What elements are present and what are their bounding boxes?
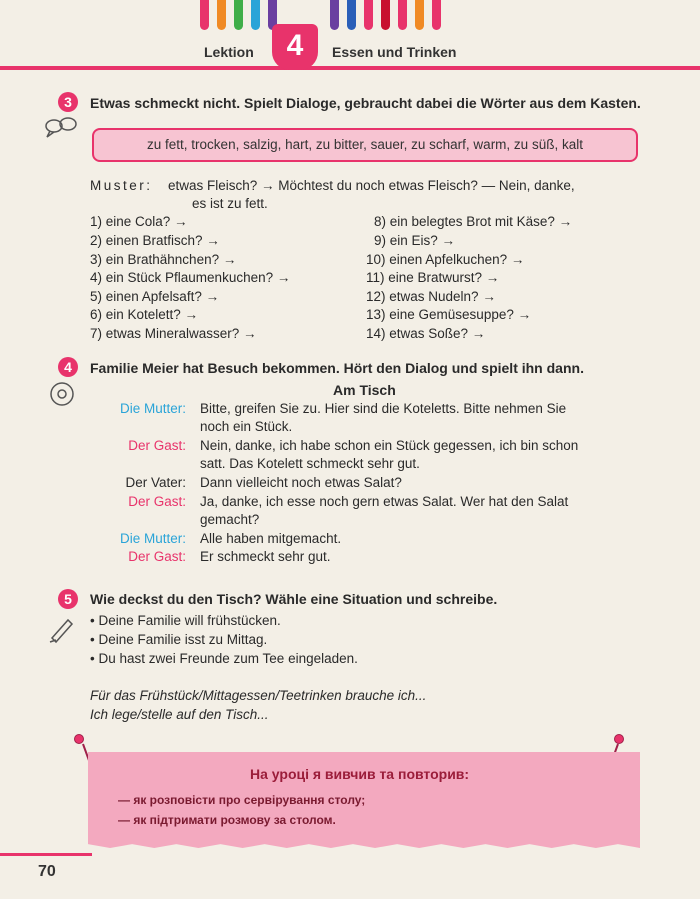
list-item: 14) etwas Soße? → [366,326,486,341]
dialog-line: Ja, danke, ich esse noch gern etwas Salat. Wer hat den Salat [200,494,569,509]
exercise-5-title: Wie deckst du den Tisch? Wähle eine Situation und schreibe. [90,591,498,607]
list-item: 11) eine Bratwurst? → [366,270,500,285]
dialog-line: gemacht? [200,512,260,527]
dialog-line: Bitte, greifen Sie zu. Hier sind die Koteletts. Bitte nehmen Sie [200,401,567,416]
list-item: 1) eine Cola? → [90,214,188,229]
list-item: 6) ein Kotelett? → [90,307,199,322]
page-number: 70 [38,863,56,880]
summary-item: — як підтримати розмову за столом. [118,813,336,827]
list-item: 3) ein Brathähnchen? → [90,252,237,267]
lektion-label: Lektion [204,44,254,60]
speaker-label: Die Mutter: [119,401,186,416]
speaker-label: Die Mutter: [119,531,186,546]
header-stripes-left [200,0,277,30]
list-item: 8) ein belegtes Brot mit Käse? → [374,214,573,229]
summary-item: — як розповісти про сервірування столу; [118,793,366,807]
dialog-line: Er schmeckt sehr gut. [200,549,331,564]
exercise-4-title: Familie Meier hat Besuch bekommen. Hört den Dialog und spielt ihn dann. [90,360,584,376]
dialog-line: Dann vielleicht noch etwas Salat? [200,475,402,490]
header-stripes-right [330,0,441,30]
dialog-line: Alle haben mitgemacht. [200,531,342,546]
footer-rule [0,853,92,856]
header-rule [0,66,700,70]
speaker-label: Der Gast: [128,494,186,509]
pin-right-icon [614,734,624,744]
dialog-line: noch ein Stück. [200,419,293,434]
summary-title: На уроці я вивчив та повторив: [250,766,470,782]
speaker-label: Der Gast: [128,549,186,564]
pin-left-icon [74,734,84,744]
word-box: zu fett, trocken, salzig, hart, zu bitter, sauer, zu scharf, warm, zu süß, kalt [92,128,638,162]
list-item: 10) einen Apfelkuchen? → [366,252,525,267]
list-item: • Du hast zwei Freunde zum Tee eingeladen. [90,651,358,666]
speaking-icon [44,114,78,145]
speaker-label: Der Gast: [128,438,186,453]
exercise-5-number: 5 [58,589,78,609]
dialog-line: satt. Das Kotelett schmeckt sehr gut. [200,456,420,471]
lektion-number: 4 [272,24,318,70]
topic-title: Essen und Trinken [332,44,457,60]
writing-icon [46,612,78,649]
list-item: 7) etwas Mineralwasser? → [90,326,257,341]
exercise-4-number: 4 [58,357,78,377]
exercise-3-title: Etwas schmeckt nicht. Spielt Dialoge, gebraucht dabei die Wörter aus dem Kasten. [90,95,641,111]
italic-prompt-2: Ich lege/stelle auf den Tisch... [90,707,269,722]
list-item: 9) ein Eis? → [374,233,456,248]
list-item: 4) ein Stück Pflaumenkuchen? → [90,270,291,285]
list-item: • Deine Familie isst zu Mittag. [90,632,268,647]
list-item: • Deine Familie will frühstücken. [90,613,281,628]
italic-prompt-1: Für das Frühstück/Mittagessen/Teetrinken brauche ich... [90,688,427,703]
list-item: 13) eine Gemüsesuppe? → [366,307,532,322]
list-item: 5) einen Apfelsaft? → [90,289,220,304]
list-item: 12) etwas Nudeln? → [366,289,496,304]
list-item: 2) einen Bratfisch? → [90,233,220,248]
speaker-label: Der Vater: [125,475,186,490]
muster-line-1: etwas Fleisch? → Möchtest du noch etwas Fleisch? — Nein, danke, [168,178,575,193]
dialog-line: Nein, danke, ich habe schon ein Stück gegessen, ich bin schon [200,438,579,453]
dialog-title: Am Tisch [333,382,396,398]
muster-label: Muster: [90,178,153,193]
exercise-3-number: 3 [58,92,78,112]
muster-line-2: es ist zu fett. [192,196,268,211]
